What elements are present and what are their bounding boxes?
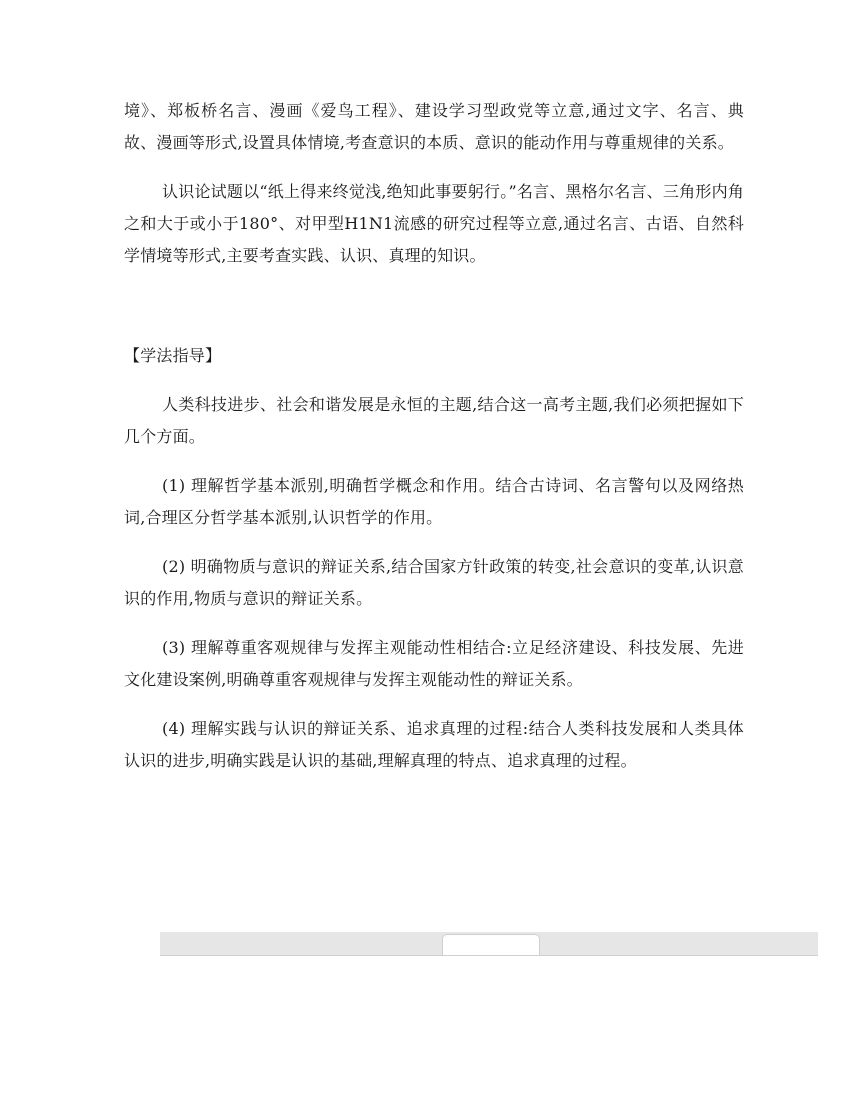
spacer <box>124 534 744 551</box>
list-item-point-4: (4) 理解实践与认识的辩证关系、追求真理的过程:结合人类科技发展和人类具体认识的进步,明确实践是认识的基础,理解真理的特点、追求真理的过程。 <box>124 719 744 770</box>
document-page <box>124 95 744 777</box>
section-heading: 【学法指导】 <box>124 346 222 365</box>
spacer <box>124 696 744 713</box>
paragraph-epistemology: 认识论试题以“纸上得来终觉浅,绝知此事要躬行。”名言、黑格尔名言、三角形内角之和大于或小于180°、对甲型H1N1流感的研究过程等立意,通过名言、古语、自然科学情境等形式,主要考查实践、认识、真理的知识。 <box>124 182 744 265</box>
page-tab[interactable] <box>442 934 540 955</box>
page-footer-bar <box>160 932 818 956</box>
spacer <box>124 372 744 389</box>
spacer <box>124 615 744 632</box>
spacer <box>124 453 744 470</box>
list-item-point-1: (1) 理解哲学基本派别,明确哲学概念和作用。结合古诗词、名言警句以及网络热词,合理区分哲学基本派别,认识哲学的作用。 <box>124 476 744 527</box>
list-item-point-2: (2) 明确物质与意识的辩证关系,结合国家方针政策的转变,社会意识的变革,认识意识的作用,物质与意识的辩证关系。 <box>124 557 744 608</box>
spacer <box>124 272 744 340</box>
paragraph-consciousness: 境》、郑板桥名言、漫画《爱鸟工程》、建设学习型政党等立意,通过文字、名言、典故、漫画等形式,设置具体情境,考查意识的本质、意识的能动作用与尊重规律的关系。 <box>124 101 744 152</box>
list-item-point-3: (3) 理解尊重客观规律与发挥主观能动性相结合:立足经济建设、科技发展、先进文化建设案例,明确尊重客观规律与发挥主观能动性的辩证关系。 <box>124 638 744 689</box>
paragraph-intro: 人类科技进步、社会和谐发展是永恒的主题,结合这一高考主题,我们必须把握如下几个方面。 <box>124 395 744 446</box>
spacer <box>124 159 744 176</box>
